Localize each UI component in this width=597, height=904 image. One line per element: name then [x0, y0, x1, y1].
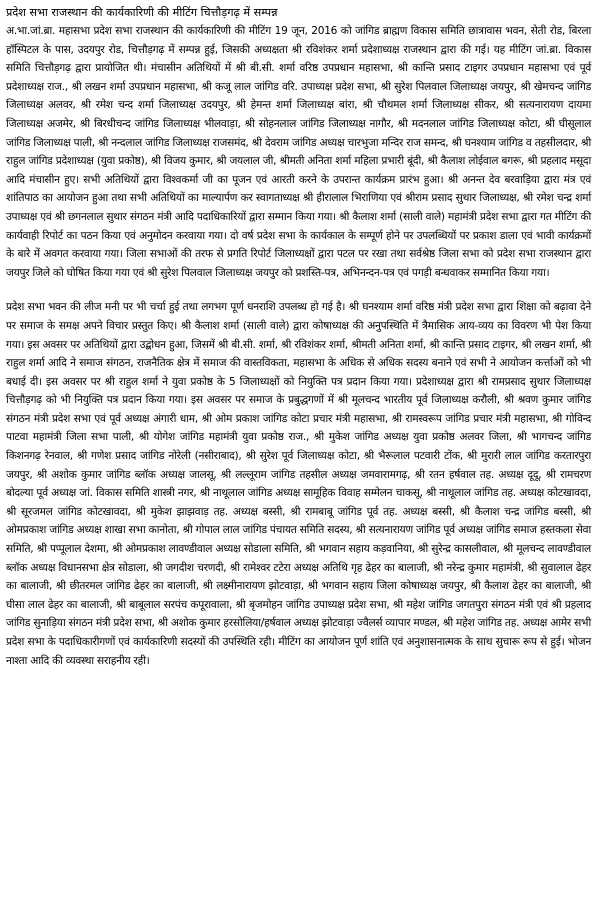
article-paragraph-2: प्रदेश सभा भवन की लीज मनी पर भी चर्चा हुई तथा लगभग पूर्ण धनराशि उपलब्ध हो गई है। श्री घनश्याम शर्मा वरिष्ठ मंत्री प्रदेश सभा द्वारा शिक्षा को बढ़ावा देने पर समाज के समक्ष अपने विचार प्रस्तुत किए। श्री कैलाश शर्मा (साली वाले) द्वारा कोषाध्यक्ष की अनुपस्थिति में त्रैमासिक आय-व्यय का विवरण भी पेश किया गया। इस अवसर पर अतिथियों द्वारा उद्बोधन हुआ, जिसमें श्री बी.सी. शर्मा, श्री रविशंकर शर्मा, श्रीमती अनिता शर्मा, श्री कान्ति प्रसाद टाइगर, श्री लखन शर्मा, श्री राहुल शर्मा आदि ने समाज संगठन, राजनैतिक क्षेत्र में समाज की वास्तविकता, महासभा के अधिक से अधिक सदस्य बनाने एवं सभी ने आयोजन कर्त्ताओं को भी बधाई दी। इस अवसर पर श्री राहुल शर्मा ने युवा प्रकोष्ठ के 5 जिलाध्यक्षों को नियुक्ति पत्र प्रदान किया गया। प्रदेशाध्यक्ष द्वारा श्री रामप्रसाद सुथार जिलाध्यक्ष चित्तौड़गढ़ को भी नियुक्ति पत्र प्रदान किया गया। इस अवसर पर समाज के प्रबुद्धगणों में श्री मूलचन्द भारतीय पूर्व जिलाध्यक्ष करौली, श्री श्रवण कुमार जांगिड संगठन मंत्री प्रदेश सभा एवं पूर्व अध्यक्ष अंगारी धाम, श्री ओम प्रकाश जांगिड कोटा प्रचार मंत्री महासभा, श्री रामस्वरूप जांगिड प्रचार मंत्री महासभा, श्री गोविन्द पाटवा महामंत्री जिला सभा पाली, श्री योगेश जांगिड महामंत्री युवा प्रकोष्ठ राज., श्री मुकेश जांगिड अध्यक्ष युवा प्रकोष्ठ अलवर जिला, श्री भागचन्द जांगिड किशनगढ़ रेनवाल, श्री गणेश प्रसाद जांगिड नोरेली (नसीराबाद), श्री सुरेश पूर्व जिलाध्यक्ष कोटा, श्री भैरूलाल पटवारी टोंक, श्री मुरारी लाल जांगिड करतारपुरा जयपुर, श्री अशोक कुमार जांगिड ब्लॉक अध्यक्ष जालसू, श्री लल्लूराम जांगिड तहसील अध्यक्ष जमवारामगढ़, श्री रतन हर्षवाल तह. अध्यक्ष दूदू, श्री रामचरण बोदल्या पूर्व अध्यक्ष जां. विकास समिति शास्त्री नगर, श्री नाथूलाल जांगिड अध्यक्ष सामूहिक विवाह सम्मेलन चाकसू, श्री नाथूलाल जांगिड तह. अध्यक्ष कोटखावदा, श्री सूरजमल जांगिड कोटखावदा, श्री मुकेश झाझवाड़ तह. अध्यक्ष बस्सी, श्री रामबाबू जांगिड पूर्व तह. अध्यक्ष बस्सी, श्री कैलाश चन्द्र जांगिड बस्सी, श्री ओमप्रकाश जांगिड अध्यक्ष शाखा सभा कानोता, श्री गोपाल लाल जांगिड पंचायत समिति सदस्य, श्री सत्यनारायण जांगिड पूर्व अध्यक्ष जांगिड समाज हस्तकला सेवा समिति, श्री पप्पूलाल देशमा, श्री ओमप्रकाश लावण्डीवाल अध्यक्ष सोडाला समिति, श्री भगवान सहाय कड़वानिया, श्री सुरेन्द्र कासलीवाल, श्री मूलचन्द लावण्डीवाल ब्लॉक अध्यक्ष विधानसभा क्षेत्र सोडाला, श्री जगदीश चरणदी, श्री रामेश्वर टटेरा अध्यक्ष अतिथि गृह ढेहर का बालाजी, श्री नरेन्द्र कुमार महामंत्री, श्री सुवालाल ढेहर का बालाजी, श्री छीतरमल जांगिड ढेहर का बालाजी, श्री लक्ष्मीनारायण झोटवाड़ा, श्री भगवान सहाय जिला कोषाध्यक्ष जयपुर, श्री कैलाश ढेहर का बालाजी, श्री घीसा लाल ढेहर का बालाजी, श्री बाबूलाल सरपंच कपूरावाला, श्री बृजमोहन जांगिड उपाध्यक्ष प्रदेश सभा, श्री महेश जांगिड जगतपुरा संगठन मंत्री एवं श्री प्रहलाद जांगिड सुनाड़िया संगठन मंत्री प्रदेश सभा, श्री अशोक कुमार हरसोलिया/हर्षवाल अध्यक्ष झोटवाड़ा ज्वैलर्स व्यापार मण्डल, श्री महेश जांगिड तह. अध्यक्ष आमेर सभी प्रदेश सभा के पदाधिकारीगणों एवं कार्यकारिणी सदस्यों की उपस्थिति रही। मीटिंग का आयोजन पूर्ण शांति एवं अनुशासनात्मक के साथ सुचारू रूप से हुई। भोजन नाश्ता आदि की व्यवस्था सराहनीय रही।	[6, 301, 591, 667]
article-headline: प्रदेश सभा राजस्थान की कार्यकारिणी की मीटिंग चित्तौड़गढ़ में सम्पन्न	[6, 6, 278, 19]
article-paragraph-1: अ.भा.जां.ब्रा. महासभा प्रदेश सभा राजस्थान की कार्यकारिणी की मीटिंग 19 जून, 2016 को जांगिड ब्राह्मण विकास समिति छात्रावास भवन, सेती रोड, बिरला हॉस्पिटल के पास, उदयपुर रोड, चित्तौड़गढ़ में सम्पन्न हुई, जिसकी अध्यक्षता श्री रविशंकर शर्मा प्रदेशाध्यक्ष राजस्थान द्वारा की गई। यह मीटिंग जां.ब्रा. विकास समिति चित्तौड़गढ़ द्वारा प्रायोजित थी। मंचासीन अतिथियों में श्री बी.सी. शर्मा वरिष्ठ उपप्रधान महासभा, श्री कान्ति प्रसाद टाइगर उपप्रधान महासभा एवं पूर्व प्रदेशाध्यक्ष राज., श्री लखन शर्मा उपप्रधान महासभा, श्री कजू लाल जांगिड वरि. उपाध्यक्ष प्रदेश सभा, श्री सुरेश पिलवाल जिलाध्यक्ष जयपुर, श्री खेमचन्द जांगिड जिलाध्यक्ष अलवर, श्री रमेश चन्द शर्मा जिलाध्यक्ष उदयपुर, श्री हेमन्त शर्मा जिलाध्यक्ष बांरा, श्री चौथमल शर्मा जिलाध्यक्ष सीकर, श्री सत्यनारायण दायमा जिलाध्यक्ष अजमेर, श्री बिरधीचन्द जांगिड जिलाध्यक्ष भीलवाड़ा, श्री सोहनलाल जांगिड जिलाध्यक्ष नागौर, श्री मदनलाल जांगिड जिलाध्यक्ष कोटा, श्री घीसूलाल जांगिड जिलाध्यक्ष पाली, श्री नन्दलाल जांगिड जिलाध्यक्ष राजसमंद, श्री देवराम जांगिड अध्यक्ष चारभुजा मन्दिर राज समन्द, श्री घनश्याम जांगिड व तहसीलदार, श्री राहुल जांगिड प्रदेशाध्यक्ष (युवा प्रकोष्ठ), श्री विजय कुमार, श्री जयलाल जी, श्रीमती अनिता शर्मा महिला प्रभारी बूंदी, श्री कैलाश लोईवाल बगरू, श्री प्रहलाद मसूदा आदि मंचासीन हुए। सभी अतिथियों द्वारा विश्वकर्मा जी का पूजन एवं आरती करने के उपरान्त कार्यक्रम प्रारंभ हुआ। श्री अनन्त देव बरवाड़िया द्वारा मंत्र एवं शांतिपाठ का आयोजन हुआ तथा सभी अतिथियों का माल्यार्पण कर स्वागताध्यक्ष श्री हीरालाल भिराणिया एवं श्रीराम प्रसाद सुथार जिलाध्यक्ष, श्री रमेश चन्द्र शर्मा उपाध्यक्ष एवं श्री छगनलाल सुथार संगठन मंत्री आदि पदाधिकारियों द्वारा सम्मान किया गया। श्री कैलाश शर्मा (साली वाले) महामंत्री प्रदेश सभा द्वारा गत मीटिंग की कार्यवाही रिपोर्ट का पठन किया एवं अनुमोदन करवाया गया। दो वर्ष प्रदेश सभा के कार्यकाल के सम्पूर्ण होने पर उपलब्धियों पर प्रकाश डाला एवं भावी कार्यक्रमों के बारे में अवगत करवाया गया। जिला सभाओं की तरफ से प्रगति रिपोर्ट जिलाध्यक्षों द्वारा पटल पर रखा तथा सर्वश्रेष्ठ जिला सभा को प्रदेश सभा राजस्थान द्वारा जयपुर जिले को घोषित किया गया एवं श्री सुरेश पिलवाल जिलाध्यक्ष जयपुर को प्रशस्ति-पत्र, अभिनन्दन-पत्र एवं पगड़ी बन्धवाकर सम्मानित किया गया।	[6, 25, 591, 279]
